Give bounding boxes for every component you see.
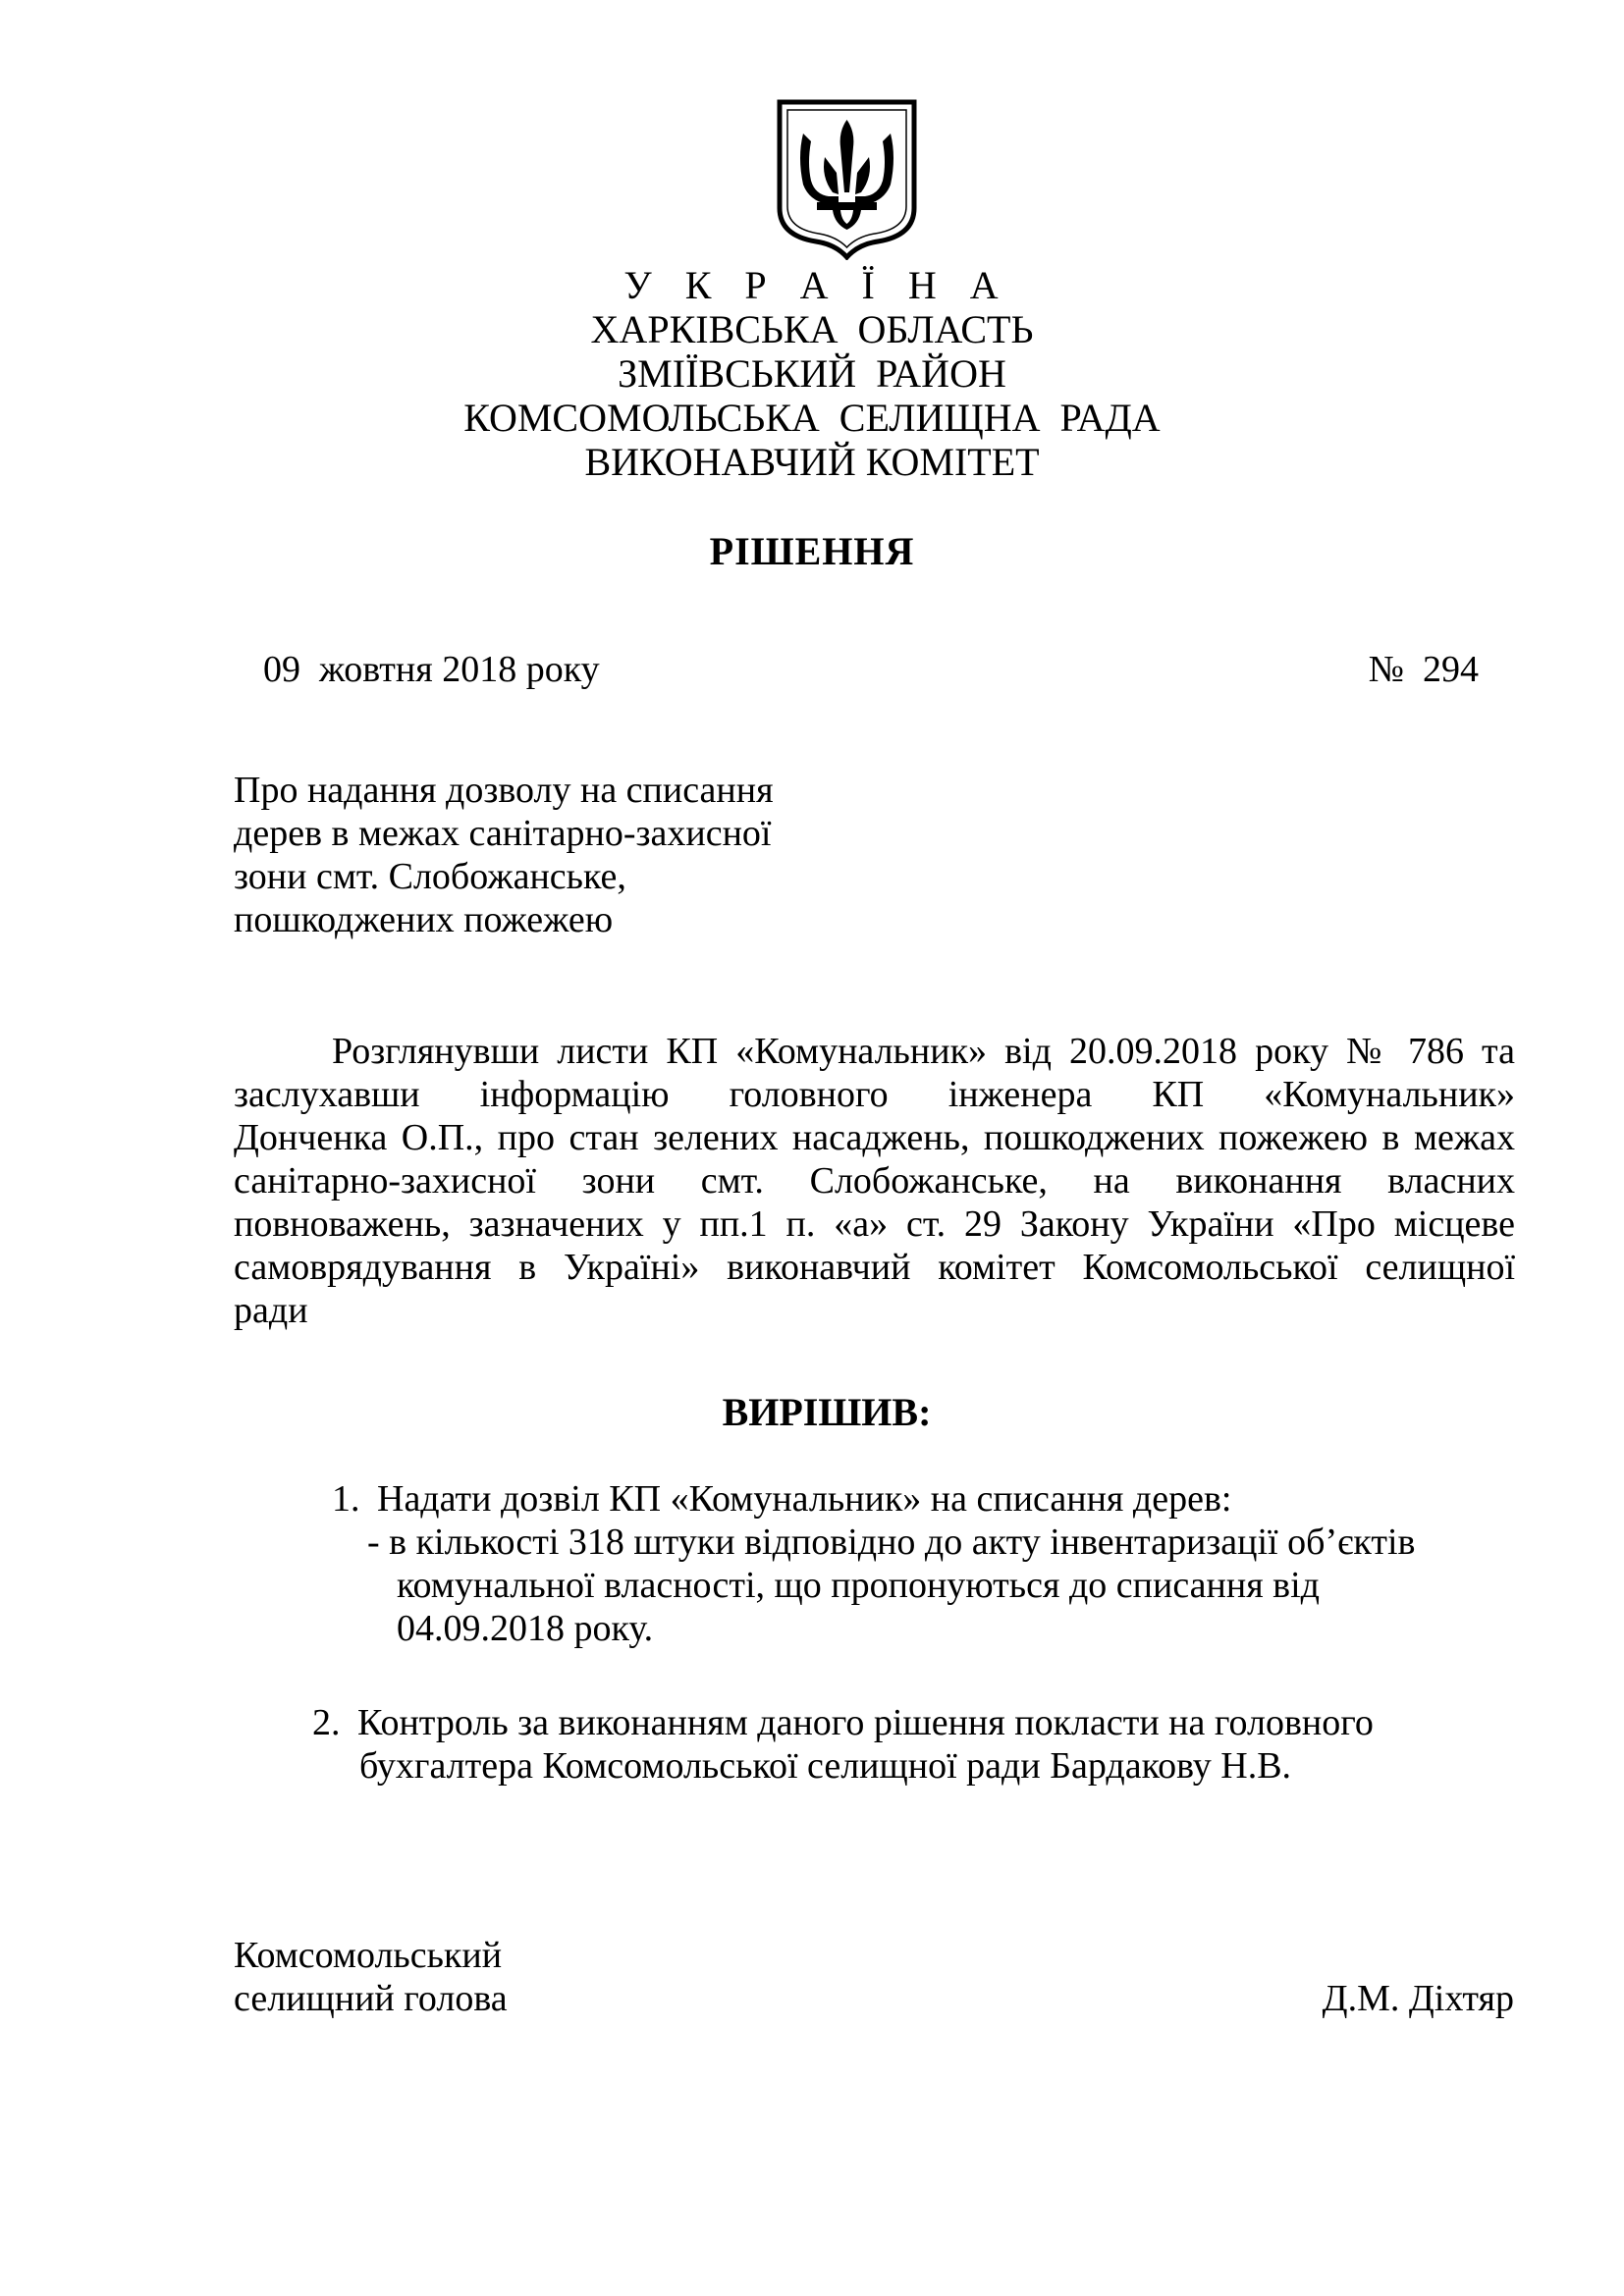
item-1-row [332, 1477, 1510, 1521]
item-1-number: 1. [332, 1478, 360, 1520]
decision-item-2 [312, 1701, 1540, 1788]
preamble-line: ради [234, 1290, 308, 1331]
signature-position-line: Комсомольський [234, 1935, 503, 1976]
preamble-line: Розглянувши листи КП «Комунальник» від 20.09.2018 року № 786 та [332, 1031, 1515, 1072]
item-2-row [312, 1701, 1540, 1744]
header-block [0, 263, 1624, 484]
preamble-line: самоврядування в Україні» виконавчий комітет Комсомольської селищної [234, 1247, 1515, 1288]
signature-position-line: селищний голова [234, 1978, 508, 2019]
trident-coat-of-arms-icon [776, 98, 918, 260]
preamble-paragraph [234, 1030, 1515, 1332]
decision-subject [234, 769, 862, 941]
header-country: У К Р А Ї Н А [623, 263, 1010, 307]
preamble-line: повноважень, зазначених у пп.1 п. «а» ст. 29 Закону України «Про місцеве [234, 1203, 1515, 1245]
item-2-text: Контроль за виконанням даного рішення покласти на головного [357, 1702, 1374, 1743]
preamble-line: санітарно-захисної зони смт. Слобожанське, на виконання власних [234, 1160, 1515, 1201]
decision-date: 09 жовтня 2018 року [263, 649, 600, 690]
header-district: ЗМІЇВСЬКИЙ РАЙОН [618, 351, 1006, 396]
header-council: КОМСОМОЛЬСЬКА СЕЛИЩНА РАДА [463, 396, 1161, 440]
subject-line: Про надання дозволу на списання [234, 770, 774, 811]
sub-item-line: 04.09.2018 року. [397, 1608, 654, 1649]
header-region: ХАРКІВСЬКА ОБЛАСТЬ [590, 307, 1034, 351]
subject-line: дерев в межах санітарно-захисної [234, 813, 772, 854]
signatory-name: Д.М. Діхтяр [1322, 1978, 1514, 2019]
decision-item-1 [332, 1477, 1510, 1650]
item-1-text: Надати дозвіл КП «Комунальник» на списання дерев: [377, 1478, 1232, 1520]
sub-item-line: - в кількості 318 штуки відповідно до акту інвентаризації об’єктів [367, 1522, 1416, 1563]
preamble-line: Донченка О.П., про стан зелених насаджень, пошкоджених пожежею в межах [234, 1117, 1515, 1158]
header-committee: ВИКОНАВЧИЙ КОМІТЕТ [584, 440, 1040, 484]
item-2-number: 2. [312, 1702, 341, 1743]
signature-position [234, 1934, 508, 2020]
preamble-line: заслухавши інформацію головного інженера КП «Комунальник» [234, 1074, 1515, 1115]
item-2-continuation: бухгалтера Комсомольської селищної ради Бардакову Н.В. [359, 1745, 1292, 1787]
subject-line: пошкоджених пожежею [234, 899, 614, 940]
decision-number: № 294 [1368, 649, 1479, 690]
sub-item-line: комунальної власності, що пропонуються до списання від [397, 1565, 1321, 1606]
subject-line: зони смт. Слобожанське, [234, 856, 626, 897]
document-title: РІШЕННЯ [709, 529, 915, 573]
decided-heading: ВИРІШИВ: [722, 1390, 932, 1434]
